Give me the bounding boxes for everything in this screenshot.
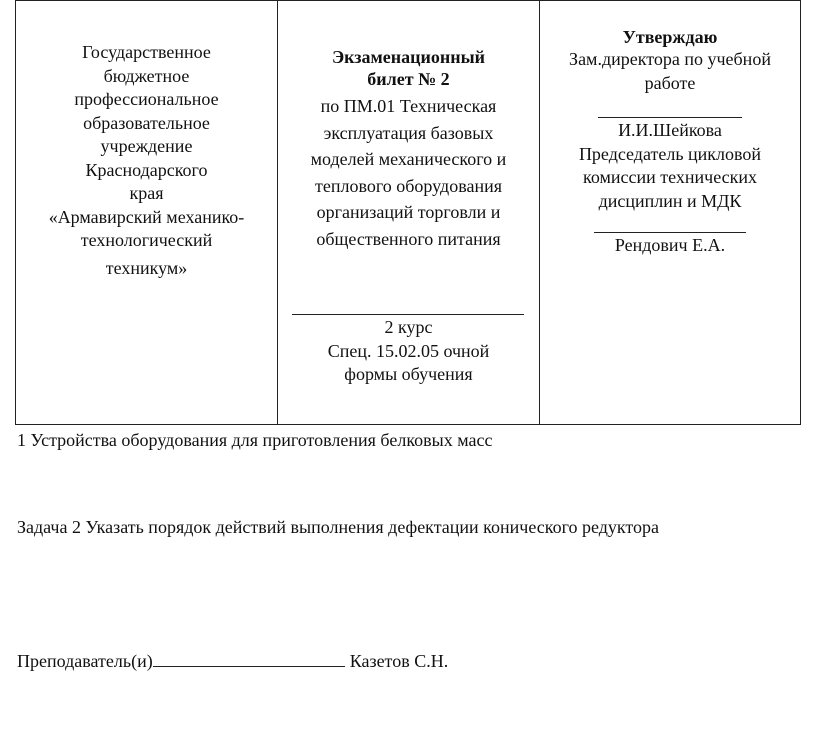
ticket-title-line: Экзаменационный [331, 47, 486, 67]
institution-line: технологический [80, 230, 213, 250]
institution-line: Краснодарского [85, 159, 208, 180]
teacher-name: Казетов С.Н. [349, 651, 449, 671]
approve-title: Утверждаю [622, 27, 718, 47]
approve-position [540, 48, 800, 95]
approve-position-line: Зам.директора по учебной [569, 49, 771, 69]
institution-line: Государственное [82, 42, 211, 62]
institution-line: профессиональное [74, 89, 219, 109]
institution-line: образовательное [83, 112, 210, 133]
approval-cell [540, 1, 800, 424]
ticket-subject-line: по ПМ.01 Техническая [320, 96, 497, 116]
chair-position-line: дисциплин и МДК [598, 190, 742, 211]
institution-line: края [129, 183, 164, 203]
institution-line: бюджетное [103, 65, 190, 86]
chair-signature-line [594, 232, 746, 233]
approve-position-line: работе [644, 72, 696, 93]
chair-position-line: Председатель цикловой [578, 143, 762, 164]
institution-name [16, 41, 277, 283]
ticket-footer-line: 2 курс [384, 317, 433, 337]
ticket-title-line: билет № 2 [367, 69, 450, 89]
approver-name: И.И.Шейкова [618, 120, 722, 140]
ticket-subject-line: эксплуатация базовых [323, 122, 494, 143]
chair-position-line: комиссии технических [583, 167, 757, 187]
approver-block [540, 119, 800, 213]
approver-signature-line [598, 117, 742, 118]
ticket-footer-line: Спец. 15.02.05 очной [327, 340, 490, 361]
ticket-subject-line: моделей механического и [310, 149, 507, 169]
ticket-footer-line: формы обучения [344, 364, 473, 384]
institution-line: техникум» [105, 257, 188, 278]
ticket-subject [278, 93, 539, 252]
institution-line: «Армавирский механико- [48, 206, 245, 227]
ticket-footer [278, 316, 539, 387]
signature-label: Преподаватель(и) [17, 651, 153, 671]
ticket-subject-line: теплового оборудования [314, 175, 503, 196]
question-2: Задача 2 Указать порядок действий выполнения дефектации конического редуктора [17, 517, 660, 537]
ticket-subject-line: общественного питания [316, 228, 501, 249]
header-table [15, 0, 801, 425]
teacher-signature [17, 649, 448, 672]
ticket-title [278, 46, 539, 90]
ticket-subject-line: организаций торговли и [316, 202, 501, 222]
question-1: 1 Устройства оборудования для приготовления белковых масс [17, 430, 493, 450]
ticket-divider [292, 314, 524, 315]
signature-blank-line [153, 649, 345, 667]
institution-cell [16, 1, 278, 424]
ticket-cell [278, 1, 540, 424]
institution-line: учреждение [100, 136, 193, 156]
chair-name: Рендович Е.А. [614, 235, 726, 255]
